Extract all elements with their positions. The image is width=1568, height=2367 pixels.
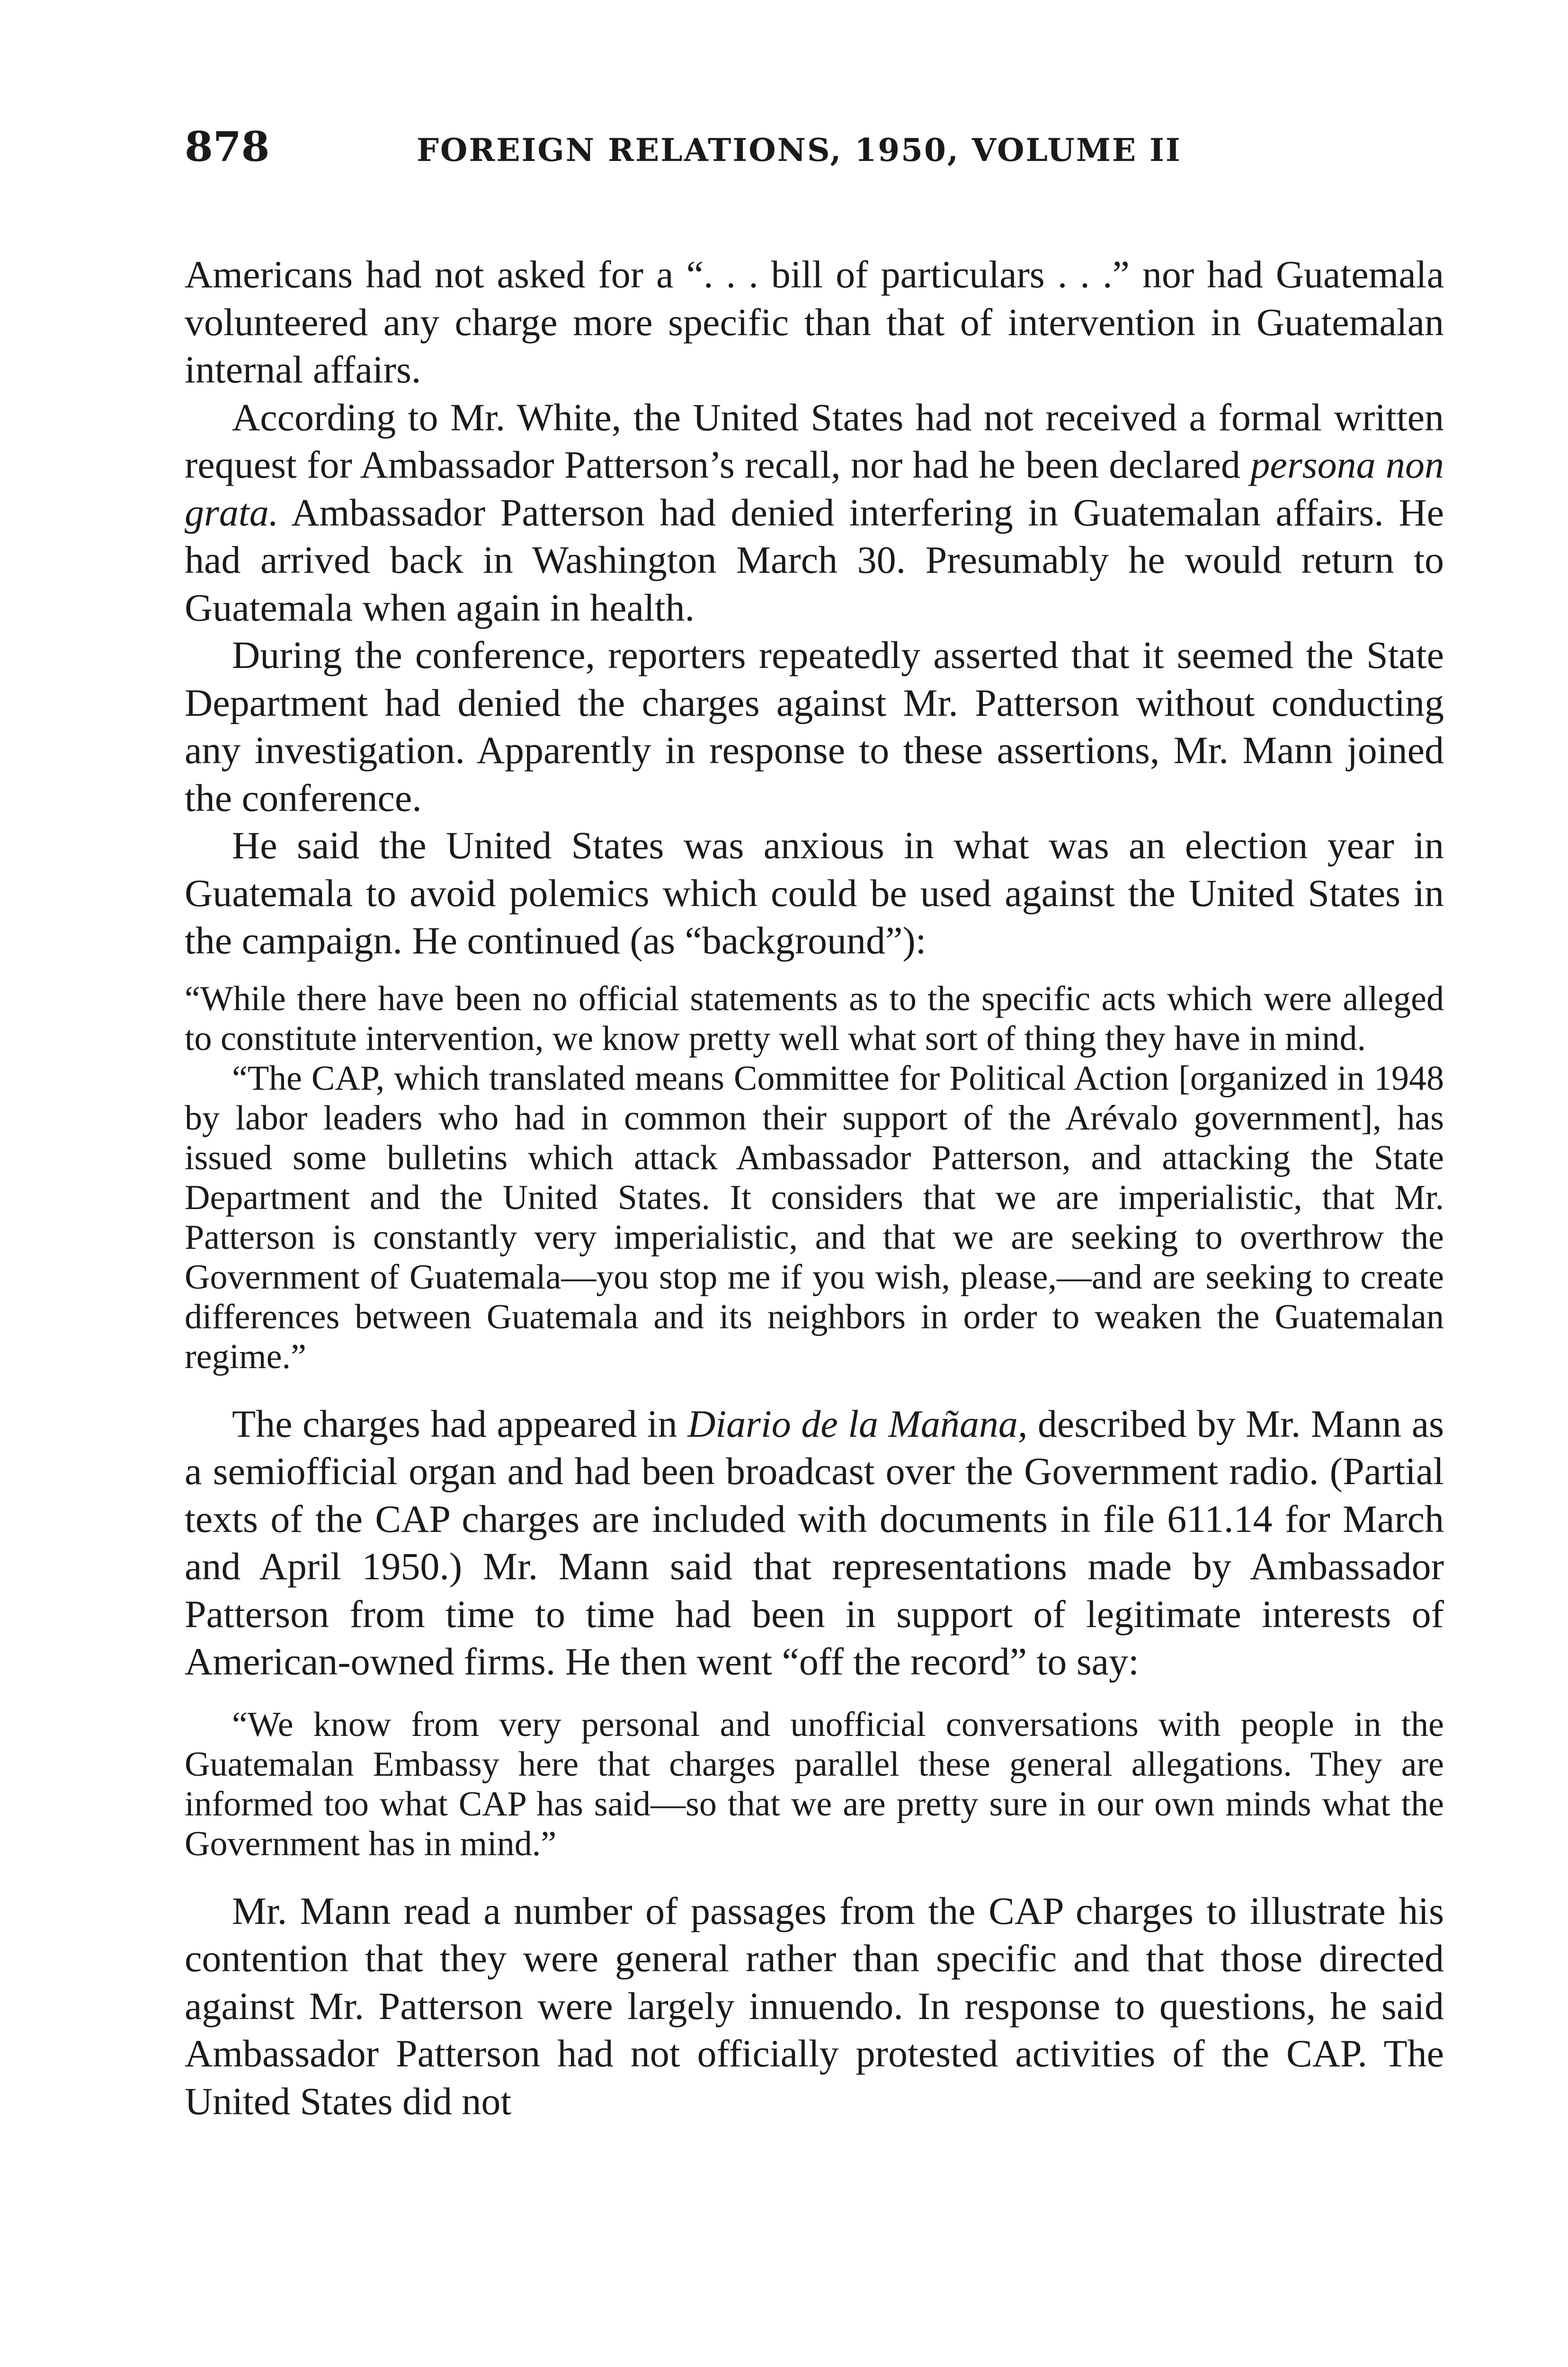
page xyxy=(185,123,1444,2125)
paragraph-5 xyxy=(185,1400,1444,1686)
paragraph-5-text-a: The charges had appeared in xyxy=(232,1402,688,1445)
paragraph-4: He said the United States was anxious in what was an election year in Guatemala to avoid polemics which could be used against the United States in the campaign. He continued (as “background”): xyxy=(185,824,1444,962)
paragraph-1: Americans had not asked for a “. . . bill of particulars . . .” nor had Guatemala volunteered any charge more specific than that of intervention in Guatemalan internal affairs. xyxy=(185,253,1444,391)
paragraph-2 xyxy=(185,394,1444,632)
page-number: 878 xyxy=(185,123,270,171)
paragraph-2-text-a: According to Mr. White, the United States had not received a formal written request for Ambassador Patterson’s recall, nor had he been declared xyxy=(185,395,1444,486)
paragraph-5-text-b: described by Mr. Mann as a semiofficial organ and had been broadcast over the Government radio. (Partial texts of the CAP charges are included with documents in file 611.14 for March and April 1950.) Mr. Mann said that representations made by Ambassador Patterson from time to time had been in support of legitimate interests of American-owned firms. He then went “off the record” to say: xyxy=(185,1402,1444,1683)
paragraph-6: Mr. Mann read a number of passages from the CAP charges to illustrate his contention that they were general rather than specific and that those directed against Mr. Patterson were largely innuendo. In response to questions, he said Ambassador Patterson had not officially protested activities of the CAP. The United States did not xyxy=(185,1889,1444,2123)
paragraph-3: During the conference, reporters repeatedly asserted that it seemed the State Department had denied the charges against Mr. Patterson without conducting any investigation. Apparently in response to these assertions, Mr. Mann joined the conference. xyxy=(185,633,1444,819)
paragraph-5-italic: Diario de la Mañana, xyxy=(687,1402,1028,1445)
quotation-3: “We know from very personal and unofficial conversations with people in the Guatemalan Embassy here that charges parallel these general allegations. They are informed too what CAP has said—so that we are pretty sure in our own minds what the Government has in mind.” xyxy=(185,1705,1444,1863)
paragraph-2-italic: persona non grata. xyxy=(185,443,1444,534)
quotation-1: “While there have been no official statements as to the specific acts which were alleged to constitute intervention, we know pretty well what sort of thing they have in mind. xyxy=(185,979,1444,1058)
quotation-2: “The CAP, which translated means Committee for Political Action [organized in 1948 by labor leaders who had in common their support of the Arévalo government], has issued some bulletins which attack Ambassador Patterson, and attacking the State Department and the United States. It considers that we are imperialistic, that Mr. Patterson is constantly very imperialistic, and that we are seeking to overthrow the Government of Guatemala—you stop me if you wish, please,—and are seeking to create differences between Guatemala and its neighbors in order to weaken the Guatemalan regime.” xyxy=(185,1059,1444,1376)
paragraph-2-text-b: Ambassador Patterson had denied interfering in Guatemalan affairs. He had arrived back in Washington March 30. Presumably he would return to Guatemala when again in health. xyxy=(185,490,1444,629)
running-head: FOREIGN RELATIONS, 1950, VOLUME II xyxy=(417,132,1182,169)
page-header xyxy=(185,123,1444,185)
